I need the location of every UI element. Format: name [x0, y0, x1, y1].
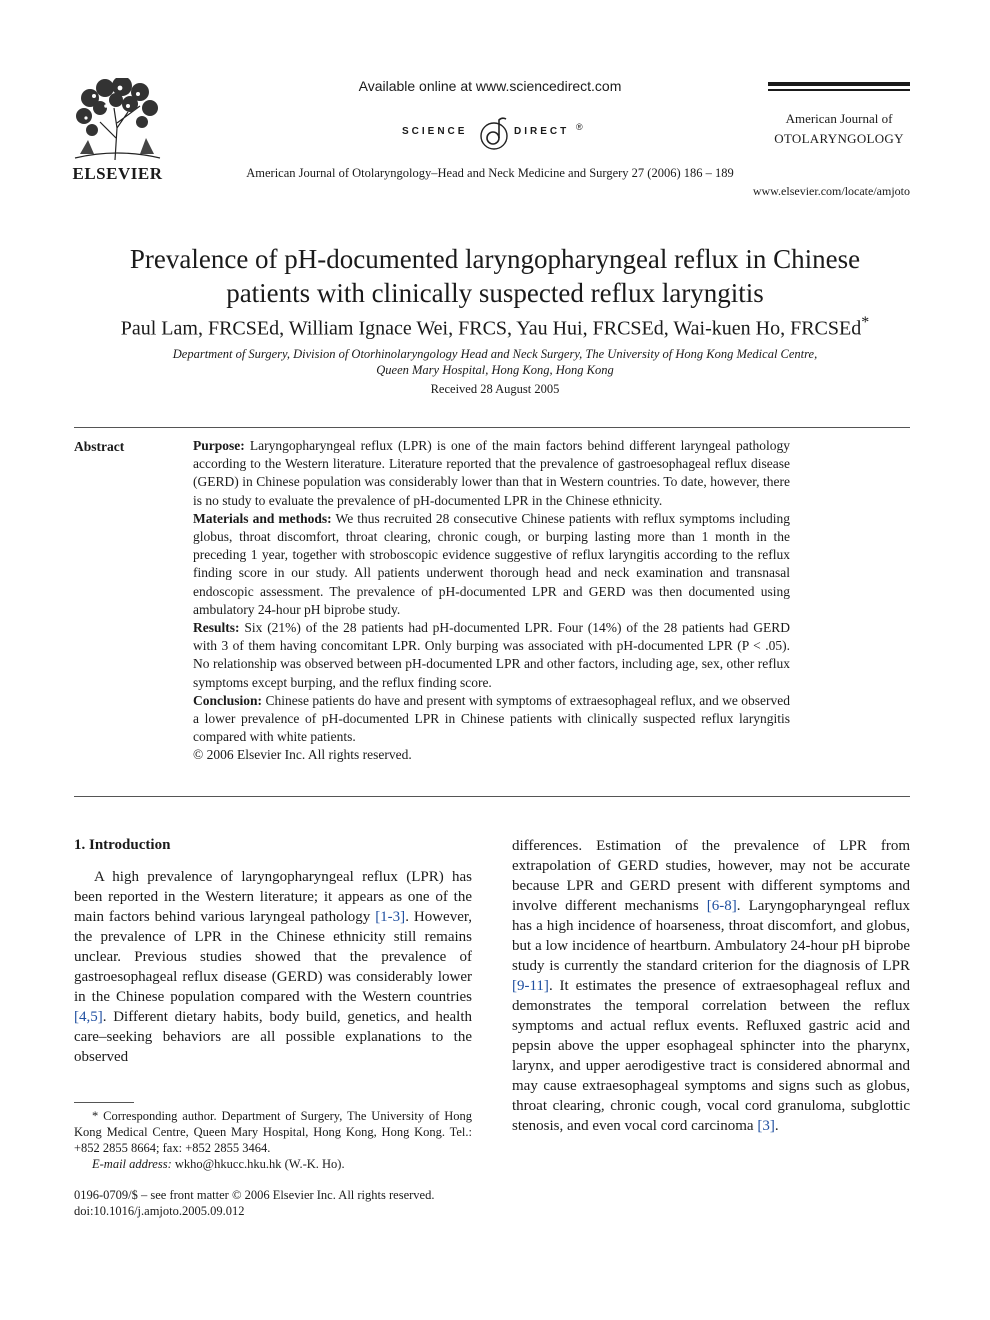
- methods-label: Materials and methods:: [193, 510, 332, 526]
- intro-left-text-b: . However, the prevalence of LPR in the Chinese ethnicity still remains unclear. Previous studies showed that the prevalence of gastroesophageal reflux disease (GERD) was considerably lower in the Chinese population compared with the Western countries: [74, 909, 472, 1005]
- sciencedirect-right: DIRECT: [514, 126, 570, 137]
- footnote-email: [74, 1156, 472, 1172]
- elsevier-logo: [70, 78, 165, 184]
- journal-name-line2: OTOLARYNGOLOGY: [774, 131, 904, 146]
- intro-right-column: [512, 836, 910, 1136]
- abstract-label: Abstract: [74, 439, 125, 454]
- sciencedirect-mark: ®: [576, 122, 583, 132]
- journal-top-bar-thin: [768, 89, 910, 91]
- corresponding-author-mark[interactable]: *: [861, 314, 870, 331]
- reference-link-9-11[interactable]: [9-11]: [512, 978, 549, 994]
- methods-text: We thus recruited 28 consecutive Chinese patients with reflux symptoms including globus, throat discomfort, throat clearing, chronic cough, or burping lasting more than 1 month in the preceding 1 year, together with stroboscopic evidence suggestive of reflux laryngitis according to the reflux finding score in our study. All patients underwent thorough head and neck examination and transnasal endoscopic assessment. The prevalence of pH-documented LPR and GERD was then documented using ambulatory 24-hour pH biprobe study.: [193, 510, 790, 617]
- abstract-bottom-rule: [74, 796, 910, 797]
- conclusion-label: Conclusion:: [193, 692, 263, 708]
- intro-right-text-a: differences. Estimation of the prevalence of LPR from extrapolation of GERD studies, however, may not be accurate because LPR and GERD present with different symptoms and involve different mechanisms: [512, 838, 910, 914]
- corresponding-author-footnote: [74, 1108, 472, 1172]
- issn-line: 0196-0709/$ – see front matter © 2006 Elsevier Inc. All rights reserved.: [74, 1188, 435, 1202]
- affiliation-line-2: Queen Mary Hospital, Hong Kong, Hong Kong: [376, 363, 614, 377]
- abstract-results: [193, 619, 790, 692]
- journal-url-link[interactable]: www.elsevier.com/locate/amjoto: [752, 184, 910, 198]
- article-title: [70, 242, 920, 310]
- reference-link-6-8[interactable]: [6-8]: [706, 898, 737, 914]
- publisher-name: ELSEVIER: [72, 164, 163, 183]
- email-label: E-mail address:: [92, 1157, 172, 1171]
- author-list: [60, 314, 930, 341]
- results-label: Results:: [193, 620, 240, 636]
- intro-right-text-d: .: [774, 1118, 779, 1134]
- sciencedirect-d-icon: [478, 116, 510, 152]
- journal-top-bar: [768, 82, 910, 86]
- results-text: Six (21%) of the 28 patients had pH-documented LPR. Four (14%) of the 28 patients had GERD with 3 of them having concomitant LPR. Only burping was associated with pH-documented LPR (P < .05). No relationship was observed between pH-documented LPR and other factors, including age, sex, other reflux symptoms except burping, and the reflux finding score.: [193, 620, 791, 690]
- intro-left-text-c: . Different dietary habits, body build, genetics, and health care–seeking behaviors are all possible explanations to the observed: [74, 1009, 472, 1065]
- abstract-top-rule: [74, 427, 910, 428]
- intro-paragraph-right: [512, 836, 910, 1136]
- footnote-rule: [74, 1102, 134, 1103]
- intro-right-text-c: . It estimates the presence of extraesophageal reflux and demonstrates the temporal correlation between the reflux symptoms and actual reflux events. Refluxed gastric acid and pepsin above the upper esophageal sphincter into the pharynx, larynx, and upper aerodigestive tract is considered abnormal and may cause extraesophageal symptoms and signs such as globus, throat clearing, chronic cough, vocal cord granuloma, subglottic stenosis, and even vocal cord carcinoma: [512, 978, 910, 1134]
- journal-name-line1: American Journal of: [785, 111, 893, 126]
- elsevier-tree-icon: [70, 78, 165, 162]
- journal-box: [768, 82, 910, 147]
- abstract-body: [193, 437, 790, 765]
- abstract-conclusion: [193, 692, 790, 747]
- available-online-text[interactable]: Available online at www.sciencedirect.com: [358, 78, 622, 94]
- reference-link-3[interactable]: [3]: [757, 1118, 775, 1134]
- reference-link-4-5[interactable]: [4,5]: [74, 1009, 103, 1025]
- section-heading-introduction: 1. Introduction: [74, 837, 171, 853]
- intro-left-column: [74, 867, 472, 1067]
- intro-paragraph-left: [74, 867, 472, 1067]
- journal-citation: American Journal of Otolaryngology–Head and Neck Medicine and Surgery 27 (2006) 186 – 189: [246, 166, 734, 180]
- conclusion-text: Chinese patients do have and present with symptoms of extraesophageal reflux, and we observed a lower prevalence of pH-documented LPR in Chinese patients with clinically suspected reflux laryngitis compared with white patients.: [193, 692, 791, 745]
- sciencedirect-logo: [390, 114, 590, 154]
- intro-left-text-a: A high prevalence of laryngopharyngeal reflux (LPR) has been reported in the Western literature; it appears as one of the main factors behind various laryngeal pathology: [74, 869, 472, 925]
- title-line-1: Prevalence of pH-documented laryngopharyngeal reflux in Chinese: [129, 244, 861, 274]
- intro-right-text-b: . Laryngopharyngeal reflux has a high incidence of hoarseness, throat discomfort, and globus, but a low incidence of heartburn. Ambulatory 24-hour pH biprobe study is currently the standard criterion for the diagnosis of LPR: [512, 898, 910, 974]
- email-link[interactable]: wkho@hkucc.hku.hk (W.-K. Ho).: [174, 1157, 345, 1171]
- footnote-text: * Corresponding author. Department of Surgery, The University of Hong Kong Medical Centre, Queen Mary Hospital, Hong Kong, Hong Kong. Tel.: +852 2855 8664; fax: +852 2855 3464.: [74, 1109, 472, 1155]
- title-line-2: patients with clinically suspected reflux laryngitis: [226, 278, 764, 308]
- reference-link-1-3[interactable]: [1-3]: [375, 909, 406, 925]
- received-date: Received 28 August 2005: [430, 382, 560, 396]
- affiliation-line-1: Department of Surgery, Division of Otorhinolaryngology Head and Neck Surgery, The University of Hong Kong Medical Centre,: [172, 347, 818, 361]
- affiliation: [80, 346, 910, 378]
- purpose-text: Laryngopharyngeal reflux (LPR) is one of the main factors behind different laryngeal pathology according to the Western literature. Literature reported that the prevalence of gastroesophageal reflux disease (GERD) in Chinese population was considerably lower than that in Western countries. To date, however, there is no study to evaluate the prevalence of pH-documented LPR in the Chinese ethnicity.: [193, 438, 790, 508]
- abstract-methods: [193, 510, 790, 619]
- abstract-copyright: © 2006 Elsevier Inc. All rights reserved.: [193, 747, 412, 763]
- authors-text: Paul Lam, FRCSEd, William Ignace Wei, FRCS, Yau Hui, FRCSEd, Wai-kuen Ho, FRCSEd: [120, 317, 862, 340]
- abstract-purpose: [193, 437, 790, 510]
- purpose-label: Purpose:: [193, 438, 245, 453]
- issn-doi: [74, 1187, 494, 1219]
- doi-line[interactable]: doi:10.1016/j.amjoto.2005.09.012: [74, 1204, 245, 1218]
- sciencedirect-left: SCIENCE: [402, 126, 468, 137]
